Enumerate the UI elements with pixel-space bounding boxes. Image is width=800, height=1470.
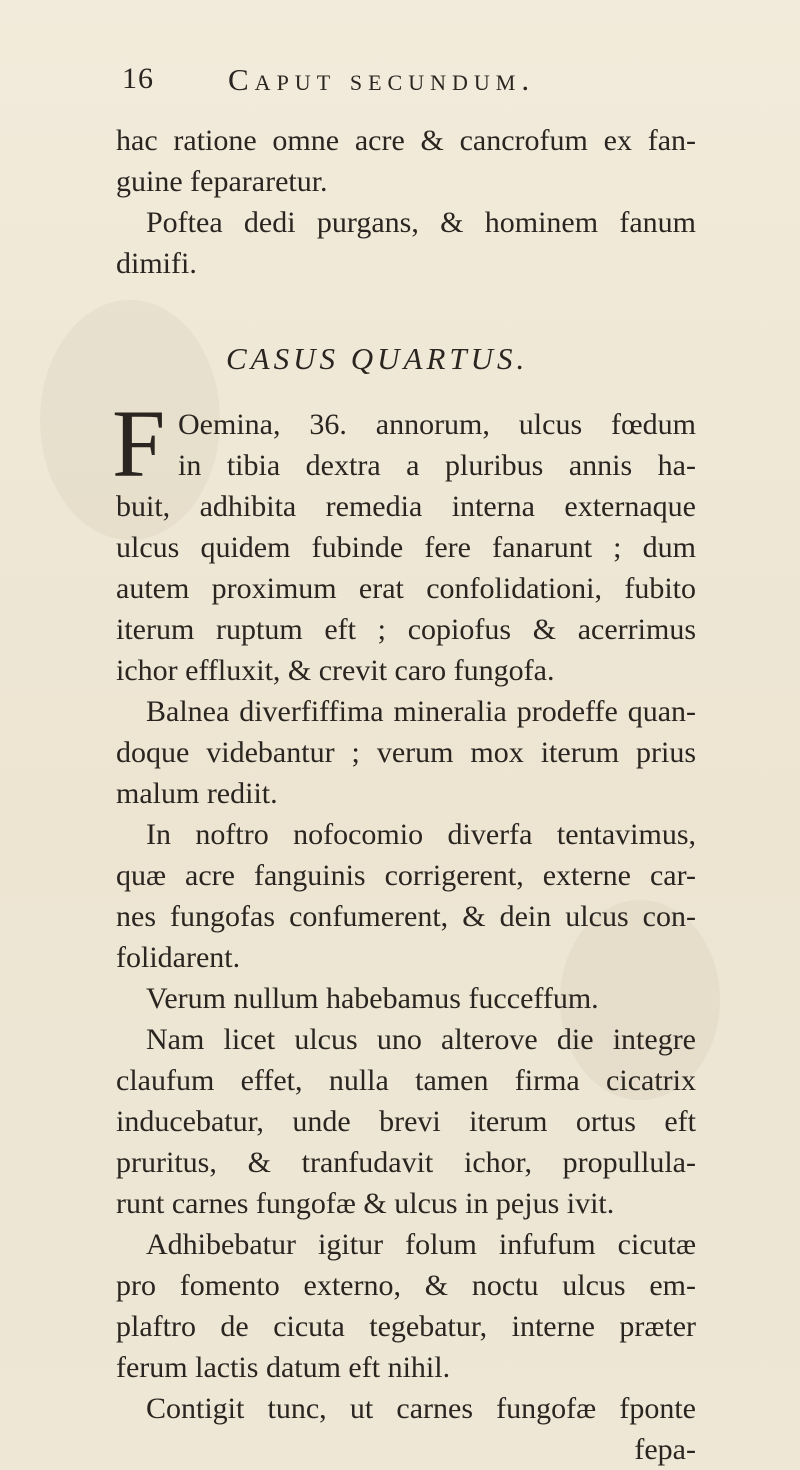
text-line: Balnea diverfiffima mineralia prodeffe quan- bbox=[146, 695, 696, 728]
section-heading: CASUS QUARTUS. bbox=[226, 341, 529, 376]
text-line: ichor effluxit, & crevit caro fungofa. bbox=[116, 654, 555, 687]
text-line: plaftro de cicuta tegebatur, interne præter bbox=[116, 1310, 696, 1343]
text-block bbox=[112, 120, 696, 1470]
text-line: hac ratione omne acre & cancrofum ex fan- bbox=[116, 124, 696, 157]
text-line: In noftro nofocomio diverfa tentavimus, bbox=[146, 818, 696, 851]
text-line: nes fungofas confumerent, & dein ulcus con- bbox=[116, 900, 696, 933]
text-line: malum rediit. bbox=[116, 777, 278, 810]
text-line: ferum lactis datum eft nihil. bbox=[116, 1351, 451, 1384]
text-line: folidarent. bbox=[116, 941, 241, 974]
text-line: guine fepararetur. bbox=[116, 165, 328, 198]
text-line: inducebatur, unde brevi iterum ortus eft bbox=[116, 1105, 696, 1138]
text-line: ulcus quidem fubinde fere fanarunt ; dum bbox=[116, 531, 696, 564]
text-line: Contigit tunc, ut carnes fungofæ fponte bbox=[146, 1392, 696, 1425]
text-line: Poftea dedi purgans, & hominem fanum bbox=[146, 206, 696, 239]
text-line: runt carnes fungofæ & ulcus in pejus ivit. bbox=[116, 1187, 615, 1220]
text-line: doque videbantur ; verum mox iterum prius bbox=[116, 736, 696, 769]
text-line: dimifi. bbox=[116, 247, 197, 280]
text-line: Adhibebatur igitur folum infufum cicutæ bbox=[146, 1228, 696, 1261]
text-line: iterum ruptum eft ; copiofus & acerrimus bbox=[116, 613, 696, 646]
text-line: pro fomento externo, & noctu ulcus em- bbox=[116, 1269, 696, 1302]
text-line: in tibia dextra a pluribus annis ha- bbox=[178, 449, 696, 482]
text-line: quæ acre fanguinis corrigerent, externe car- bbox=[116, 859, 696, 892]
paragraph-with-drop-cap bbox=[112, 390, 696, 691]
text-line: claufum effet, nulla tamen firma cicatrix bbox=[116, 1064, 696, 1097]
text-line: autem proximum erat confolidationi, fubito bbox=[116, 572, 696, 605]
drop-cap: F bbox=[112, 390, 166, 497]
running-head bbox=[122, 62, 682, 112]
text-line: pruritus, & tranfudavit ichor, propullula- bbox=[116, 1146, 696, 1179]
text-line: Verum nullum habebamus fucceffum. bbox=[146, 982, 599, 1015]
text-line: Nam licet ulcus uno alterove die integre bbox=[146, 1023, 696, 1056]
catchword: fepa- bbox=[634, 1433, 696, 1466]
chapter-title: Caput secundum. bbox=[228, 62, 536, 97]
text-line: buit, adhibita remedia interna externaque bbox=[116, 490, 696, 523]
page-number: 16 bbox=[122, 62, 154, 95]
text-line: Oemina, 36. annorum, ulcus fœdum bbox=[178, 408, 696, 441]
